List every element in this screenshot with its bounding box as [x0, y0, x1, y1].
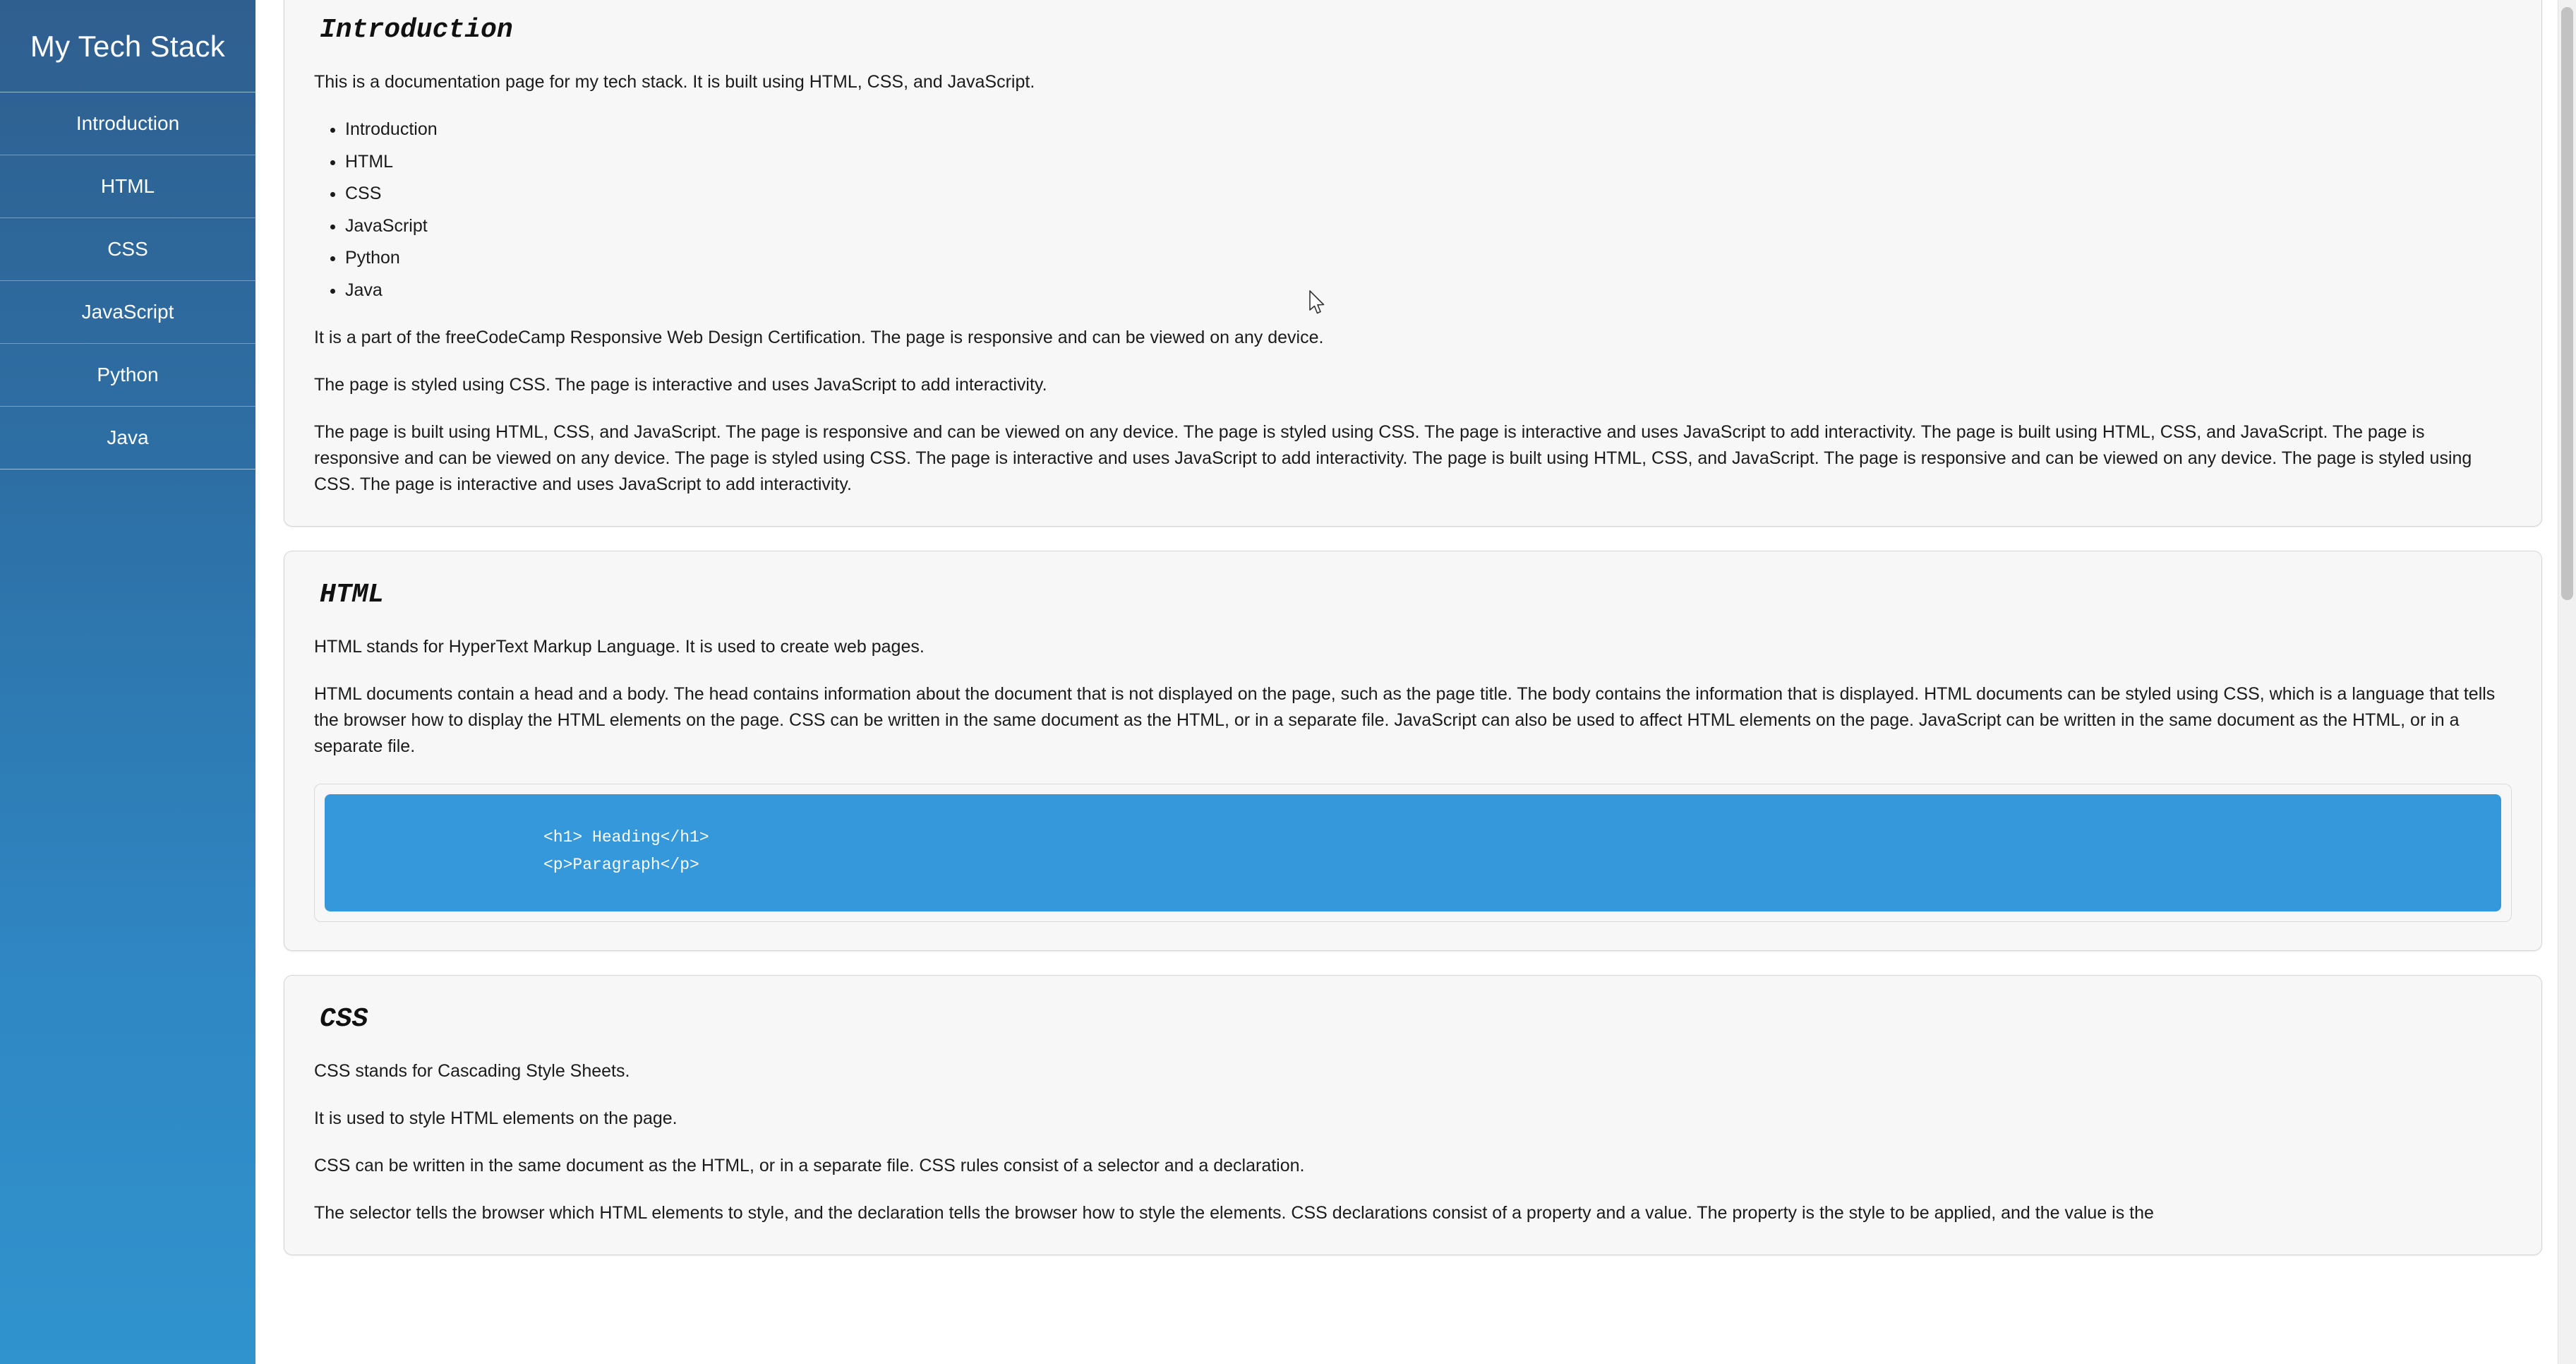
- sidebar-item-python[interactable]: Python: [0, 344, 255, 407]
- section-title-introduction: Introduction: [320, 15, 513, 45]
- html-paragraph-1: HTML stands for HyperText Markup Language. It is used to create web pages.: [314, 637, 925, 657]
- html-code-block: [325, 794, 2501, 911]
- intro-paragraph-1: This is a documentation page for my tech stack. It is built using HTML, CSS, and JavaScript.: [314, 72, 1035, 92]
- code-line-1: <h1> Heading</h1>: [543, 828, 709, 846]
- intro-paragraph-4: The page is built using HTML, CSS, and JavaScript. The page is responsive and can be viewed on any device. The page is styled using CSS. The page is interactive and uses JavaScript to add interactivity. The page is built using HTML, CSS, and JavaScript. The page is responsive and can be viewed on any device. The page is styled using CSS. The page is interactive and uses JavaScript to add interactivity. The page is built using HTML, CSS, and JavaScript. The page is responsive and can be viewed on any device. The page is styled using CSS. The page is interactive and uses JavaScript to add interactivity.: [314, 422, 2472, 494]
- section-introduction: [284, 0, 2542, 527]
- css-paragraph-4: The selector tells the browser which HTML elements to style, and the declaration tells the browser how to style the elements. CSS declarations consist of a property and a value. The property is the style to be applied, and the value is the: [314, 1203, 2154, 1224]
- intro-topic-list: [314, 116, 2512, 304]
- main-content: [255, 0, 2576, 1364]
- section-title-css: CSS: [320, 1004, 368, 1035]
- intro-paragraph-3: The page is styled using CSS. The page is interactive and uses JavaScript to add interactivity.: [314, 375, 1047, 395]
- css-paragraph-3: CSS can be written in the same document as the HTML, or in a separate file. CSS rules consist of a selector and a declaration.: [314, 1156, 1305, 1176]
- section-css: [284, 975, 2542, 1255]
- css-paragraph-2: It is used to style HTML elements on the page.: [314, 1108, 678, 1129]
- html-code-card: [314, 784, 2512, 922]
- list-item: • CSS: [345, 181, 2512, 208]
- sidebar-item-java[interactable]: Java: [0, 407, 255, 469]
- sidebar-navigation: [0, 0, 255, 1364]
- css-paragraph-1: CSS stands for Cascading Style Sheets.: [314, 1061, 630, 1082]
- sidebar-item-introduction[interactable]: Introduction: [0, 92, 255, 155]
- section-title-html: HTML: [320, 580, 385, 610]
- sidebar-item-javascript[interactable]: JavaScript: [0, 281, 255, 344]
- list-item: • Introduction: [345, 116, 2512, 143]
- vertical-scrollbar[interactable]: [2558, 0, 2576, 1364]
- content-scroll-area[interactable]: [255, 0, 2576, 1364]
- scroll-down-arrow-icon[interactable]: [2558, 1346, 2576, 1364]
- list-item: • Java: [345, 277, 2512, 304]
- list-item: • JavaScript: [345, 213, 2512, 240]
- sidebar-title: My Tech Stack: [0, 0, 255, 92]
- code-line-2: <p>Paragraph</p>: [543, 856, 699, 875]
- sidebar-item-html[interactable]: HTML: [0, 155, 255, 218]
- sidebar-item-css[interactable]: CSS: [0, 218, 255, 281]
- html-paragraph-2: HTML documents contain a head and a body. The head contains information about the document that is not displayed on the page, such as the page title. The body contains the information that is displayed. HTML documents can be styled using CSS, which is a language that tells the browser how to display the HTML elements on the page. CSS can be written in the same document as the HTML, or in a separate file. JavaScript can also be used to affect HTML elements on the page. JavaScript can be written in the same document as the HTML, or in a separate file.: [314, 684, 2496, 756]
- intro-paragraph-2: It is a part of the freeCodeCamp Responsive Web Design Certification. The page is responsive and can be viewed on any device.: [314, 328, 1324, 347]
- section-html: [284, 551, 2542, 951]
- list-item: • Python: [345, 245, 2512, 272]
- list-item: • HTML: [345, 149, 2512, 176]
- scrollbar-thumb[interactable]: [2561, 7, 2573, 600]
- sidebar-filler: [0, 469, 255, 1364]
